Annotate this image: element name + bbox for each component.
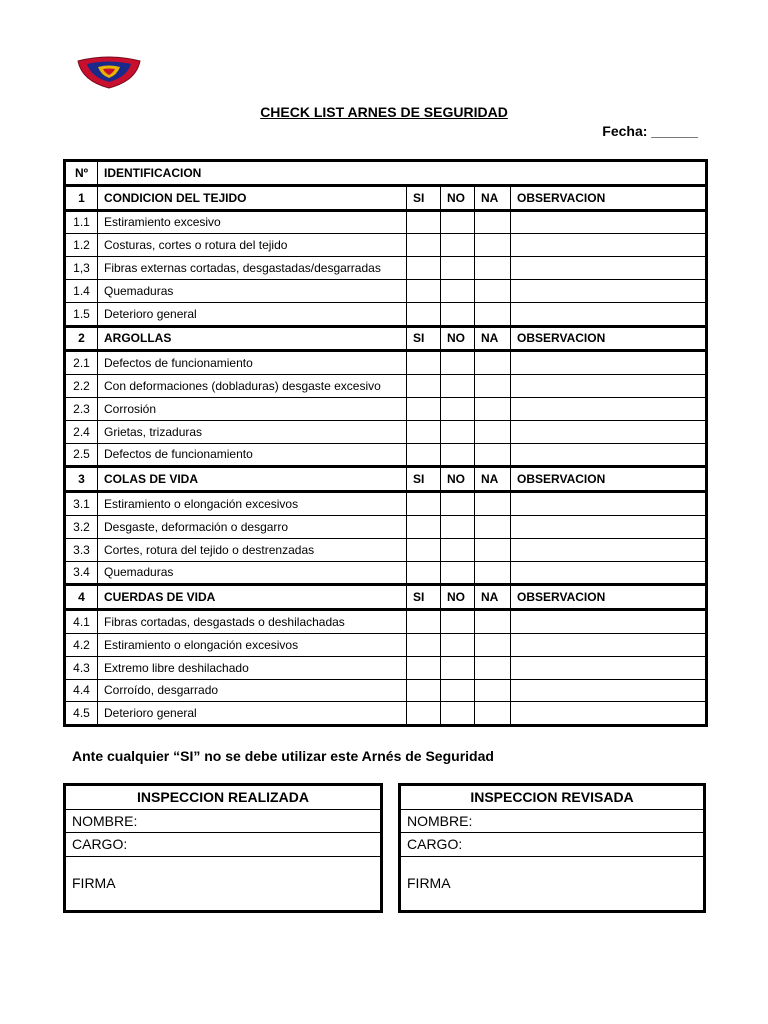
observation-cell[interactable] [511, 302, 707, 326]
check-si-cell[interactable] [407, 257, 441, 280]
item-number: 3.1 [65, 492, 98, 516]
item-number: 3.3 [65, 538, 98, 561]
item-description: Extremo libre deshilachado [98, 656, 407, 679]
observation-cell[interactable] [511, 210, 707, 234]
check-na-cell[interactable] [475, 397, 511, 420]
check-no-cell[interactable] [441, 492, 475, 516]
check-si-cell[interactable] [407, 375, 441, 398]
check-na-cell[interactable] [475, 420, 511, 443]
check-no-cell[interactable] [441, 702, 475, 726]
check-si-cell[interactable] [407, 443, 441, 467]
item-description: Fibras cortadas, desgastads o deshilachadas [98, 610, 407, 634]
observation-cell[interactable] [511, 492, 707, 516]
check-si-cell[interactable] [407, 679, 441, 702]
section-header-row [65, 185, 707, 210]
observation-cell[interactable] [511, 351, 707, 375]
table-row [65, 420, 707, 443]
item-number: 2.4 [65, 420, 98, 443]
check-si-cell[interactable] [407, 561, 441, 585]
check-si-cell[interactable] [407, 397, 441, 420]
check-no-cell[interactable] [441, 257, 475, 280]
check-si-cell[interactable] [407, 702, 441, 726]
inspection-done-signature[interactable]: FIRMA [65, 856, 382, 911]
observation-cell[interactable] [511, 679, 707, 702]
observation-cell[interactable] [511, 633, 707, 656]
item-number: 1.2 [65, 234, 98, 257]
check-na-cell[interactable] [475, 515, 511, 538]
table-row [65, 375, 707, 398]
item-description: Defectos de funcionamiento [98, 443, 407, 467]
inspection-done-title: INSPECCION REALIZADA [65, 785, 382, 810]
inspection-reviewed-title: INSPECCION REVISADA [400, 785, 705, 810]
check-no-cell[interactable] [441, 633, 475, 656]
observation-cell[interactable] [511, 397, 707, 420]
section-number: 3 [65, 467, 98, 492]
item-number: 1.4 [65, 279, 98, 302]
item-description: Quemaduras [98, 279, 407, 302]
check-na-cell[interactable] [475, 633, 511, 656]
table-row [65, 538, 707, 561]
check-si-cell[interactable] [407, 633, 441, 656]
check-no-cell[interactable] [441, 656, 475, 679]
table-row [65, 257, 707, 280]
table-row [65, 561, 707, 585]
item-description: Estiramiento o elongación excesivos [98, 492, 407, 516]
observation-cell[interactable] [511, 656, 707, 679]
check-na-cell[interactable] [475, 561, 511, 585]
item-description: Deterioro general [98, 302, 407, 326]
check-na-cell[interactable] [475, 257, 511, 280]
item-number: 2.2 [65, 375, 98, 398]
check-na-cell[interactable] [475, 492, 511, 516]
check-na-cell[interactable] [475, 351, 511, 375]
table-row [65, 302, 707, 326]
item-description: Grietas, trizaduras [98, 420, 407, 443]
inspection-reviewed-box [398, 783, 706, 913]
check-no-cell[interactable] [441, 397, 475, 420]
section-title: CONDICION DEL TEJIDO [98, 185, 407, 210]
item-number: 4.1 [65, 610, 98, 634]
check-na-cell[interactable] [475, 702, 511, 726]
check-si-cell[interactable] [407, 515, 441, 538]
check-si-cell[interactable] [407, 538, 441, 561]
section-title: ARGOLLAS [98, 326, 407, 351]
column-header-na: NA [475, 185, 511, 210]
item-number: 4.3 [65, 656, 98, 679]
item-description: Cortes, rotura del tejido o destrenzadas [98, 538, 407, 561]
item-description: Quemaduras [98, 561, 407, 585]
inspection-reviewed-name[interactable]: NOMBRE: [400, 809, 705, 833]
item-description: Costuras, cortes o rotura del tejido [98, 234, 407, 257]
inspection-reviewed-signature[interactable]: FIRMA [400, 856, 705, 911]
observation-cell[interactable] [511, 257, 707, 280]
check-na-cell[interactable] [475, 210, 511, 234]
column-header-no: NO [441, 585, 475, 610]
item-number: 1.1 [65, 210, 98, 234]
inspection-done-name[interactable]: NOMBRE: [65, 809, 382, 833]
column-header-no: NO [441, 467, 475, 492]
check-na-cell[interactable] [475, 538, 511, 561]
table-row [65, 279, 707, 302]
check-si-cell[interactable] [407, 234, 441, 257]
column-header-observacion: OBSERVACION [511, 585, 707, 610]
column-header-na: NA [475, 585, 511, 610]
column-header-si: SI [407, 585, 441, 610]
column-header-na: NA [475, 326, 511, 351]
check-na-cell[interactable] [475, 610, 511, 634]
item-description: Defectos de funcionamiento [98, 351, 407, 375]
check-na-cell[interactable] [475, 302, 511, 326]
check-no-cell[interactable] [441, 610, 475, 634]
column-header-na: NA [475, 467, 511, 492]
check-si-cell[interactable] [407, 351, 441, 375]
column-header-no: NO [441, 326, 475, 351]
item-number: 2.5 [65, 443, 98, 467]
table-row [65, 397, 707, 420]
observation-cell[interactable] [511, 702, 707, 726]
item-number: 2.1 [65, 351, 98, 375]
check-na-cell[interactable] [475, 443, 511, 467]
check-na-cell[interactable] [475, 679, 511, 702]
item-description: Estiramiento o elongación excesivos [98, 633, 407, 656]
shield-crest-icon [76, 55, 142, 89]
item-number: 4.4 [65, 679, 98, 702]
checklist-table [63, 159, 708, 727]
table-row [65, 443, 707, 467]
check-na-cell[interactable] [475, 279, 511, 302]
table-row [65, 210, 707, 234]
check-no-cell[interactable] [441, 375, 475, 398]
column-header-observacion: OBSERVACION [511, 185, 707, 210]
table-row [65, 656, 707, 679]
check-no-cell[interactable] [441, 443, 475, 467]
table-row [65, 610, 707, 634]
check-no-cell[interactable] [441, 234, 475, 257]
item-description: Corroído, desgarrado [98, 679, 407, 702]
item-number: 1,3 [65, 257, 98, 280]
check-no-cell[interactable] [441, 210, 475, 234]
observation-cell[interactable] [511, 443, 707, 467]
table-header-row [65, 161, 707, 186]
check-no-cell[interactable] [441, 351, 475, 375]
column-header-observacion: OBSERVACION [511, 326, 707, 351]
item-description: Deterioro general [98, 702, 407, 726]
item-description: Estiramiento excesivo [98, 210, 407, 234]
column-header-no: NO [441, 185, 475, 210]
table-row [65, 702, 707, 726]
observation-cell[interactable] [511, 375, 707, 398]
item-number: 3.2 [65, 515, 98, 538]
check-si-cell[interactable] [407, 279, 441, 302]
check-si-cell[interactable] [407, 420, 441, 443]
observation-cell[interactable] [511, 515, 707, 538]
column-header-num: Nº [65, 161, 98, 186]
observation-cell[interactable] [511, 561, 707, 585]
item-number: 2.3 [65, 397, 98, 420]
inspection-reviewed-role[interactable]: CARGO: [400, 833, 705, 857]
check-no-cell[interactable] [441, 420, 475, 443]
inspection-done-box [63, 783, 383, 913]
table-row [65, 633, 707, 656]
observation-cell[interactable] [511, 610, 707, 634]
section-number: 4 [65, 585, 98, 610]
column-header-si: SI [407, 185, 441, 210]
page-title: CHECK LIST ARNES DE SEGURIDAD [260, 104, 508, 120]
item-description: Corrosión [98, 397, 407, 420]
item-number: 3.4 [65, 561, 98, 585]
check-si-cell[interactable] [407, 210, 441, 234]
observation-cell[interactable] [511, 234, 707, 257]
table-row [65, 515, 707, 538]
check-no-cell[interactable] [441, 515, 475, 538]
table-row [65, 351, 707, 375]
section-number: 2 [65, 326, 98, 351]
table-row [65, 234, 707, 257]
section-title: COLAS DE VIDA [98, 467, 407, 492]
check-no-cell[interactable] [441, 279, 475, 302]
date-field[interactable]: Fecha: ______ [602, 123, 698, 139]
inspection-done-role[interactable]: CARGO: [65, 833, 382, 857]
section-header-row [65, 585, 707, 610]
check-si-cell[interactable] [407, 302, 441, 326]
check-si-cell[interactable] [407, 656, 441, 679]
check-no-cell[interactable] [441, 302, 475, 326]
table-row [65, 492, 707, 516]
check-si-cell[interactable] [407, 610, 441, 634]
check-no-cell[interactable] [441, 538, 475, 561]
item-number: 1.5 [65, 302, 98, 326]
section-header-row [65, 467, 707, 492]
item-description: Con deformaciones (dobladuras) desgaste excesivo [98, 375, 407, 398]
item-number: 4.5 [65, 702, 98, 726]
column-header-si: SI [407, 467, 441, 492]
column-header-observacion: OBSERVACION [511, 467, 707, 492]
check-si-cell[interactable] [407, 492, 441, 516]
item-description: Fibras externas cortadas, desgastadas/desgarradas [98, 257, 407, 280]
item-number: 4.2 [65, 633, 98, 656]
column-header-identificacion: IDENTIFICACION [98, 161, 707, 186]
observation-cell[interactable] [511, 279, 707, 302]
check-na-cell[interactable] [475, 375, 511, 398]
check-no-cell[interactable] [441, 679, 475, 702]
section-number: 1 [65, 185, 98, 210]
column-header-si: SI [407, 326, 441, 351]
check-na-cell[interactable] [475, 656, 511, 679]
check-na-cell[interactable] [475, 234, 511, 257]
section-header-row [65, 326, 707, 351]
warning-text: Ante cualquier “SI” no se debe utilizar este Arnés de Seguridad [72, 748, 494, 764]
observation-cell[interactable] [511, 538, 707, 561]
observation-cell[interactable] [511, 420, 707, 443]
section-title: CUERDAS DE VIDA [98, 585, 407, 610]
table-row [65, 679, 707, 702]
check-no-cell[interactable] [441, 561, 475, 585]
item-description: Desgaste, deformación o desgarro [98, 515, 407, 538]
